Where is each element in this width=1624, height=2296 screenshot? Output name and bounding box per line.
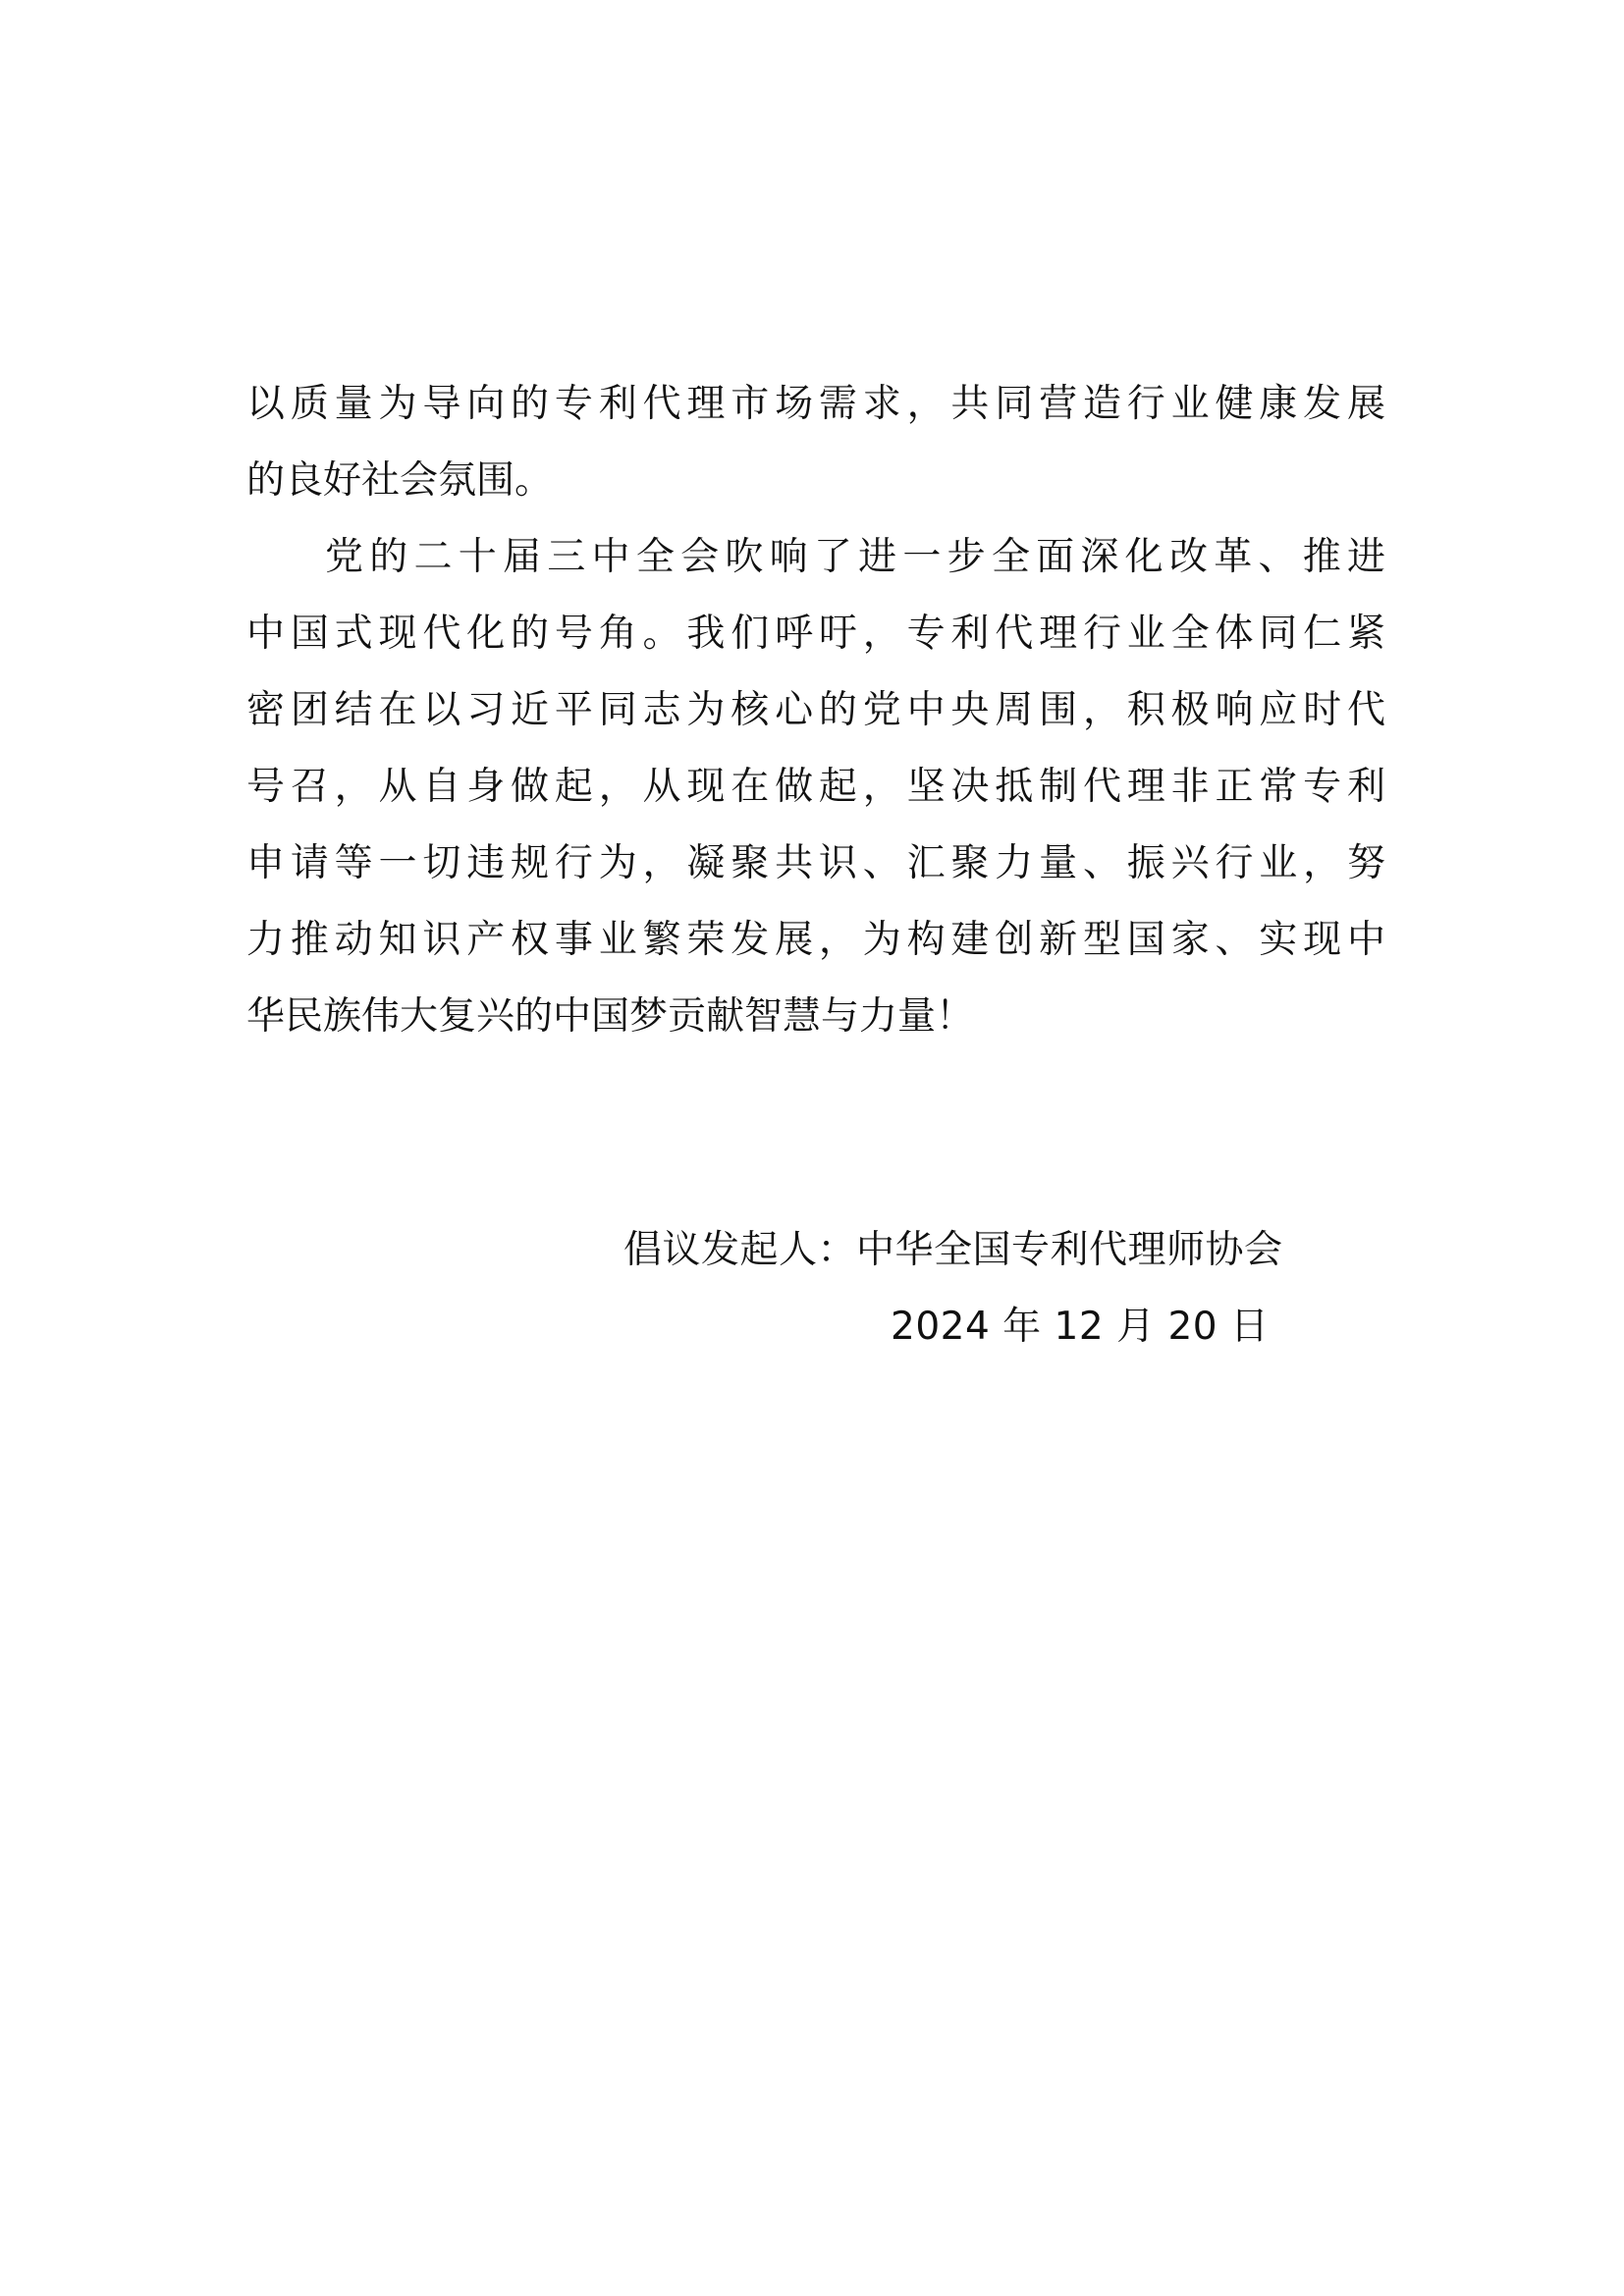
paragraph-1-line-1: 以质量为导向的专利代理市场需求，共同营造行业健康发展	[246, 382, 1385, 426]
paragraph-1-line-2: 的良好社会氛围。	[246, 458, 554, 503]
paragraph-2-line-2: 中国式现代化的号角。我们呼吁，专利代理行业全体同仁紧	[246, 612, 1385, 656]
paragraph-2-line-3: 密团结在以习近平同志为核心的党中央周围，积极响应时代	[246, 688, 1385, 732]
signature-date: 2024 年 12 月 20 日	[891, 1305, 1270, 1349]
paragraph-2-line-4: 号召，从自身做起，从现在做起，坚决抵制代理非正常专利	[246, 765, 1385, 809]
paragraph-2-line-5: 申请等一切违规行为，凝聚共识、汇聚力量、振兴行业，努	[246, 841, 1385, 885]
signature-initiator: 倡议发起人：中华全国专利代理师协会	[623, 1228, 1283, 1272]
paragraph-2-line-6: 力推动知识产权事业繁荣发展，为构建创新型国家、实现中	[246, 918, 1385, 962]
paragraph-2-line-7: 华民族伟大复兴的中国梦贡献智慧与力量！	[246, 994, 975, 1039]
paragraph-2-line-1: 党的二十届三中全会吹响了进一步全面深化改革、推进	[325, 535, 1385, 579]
